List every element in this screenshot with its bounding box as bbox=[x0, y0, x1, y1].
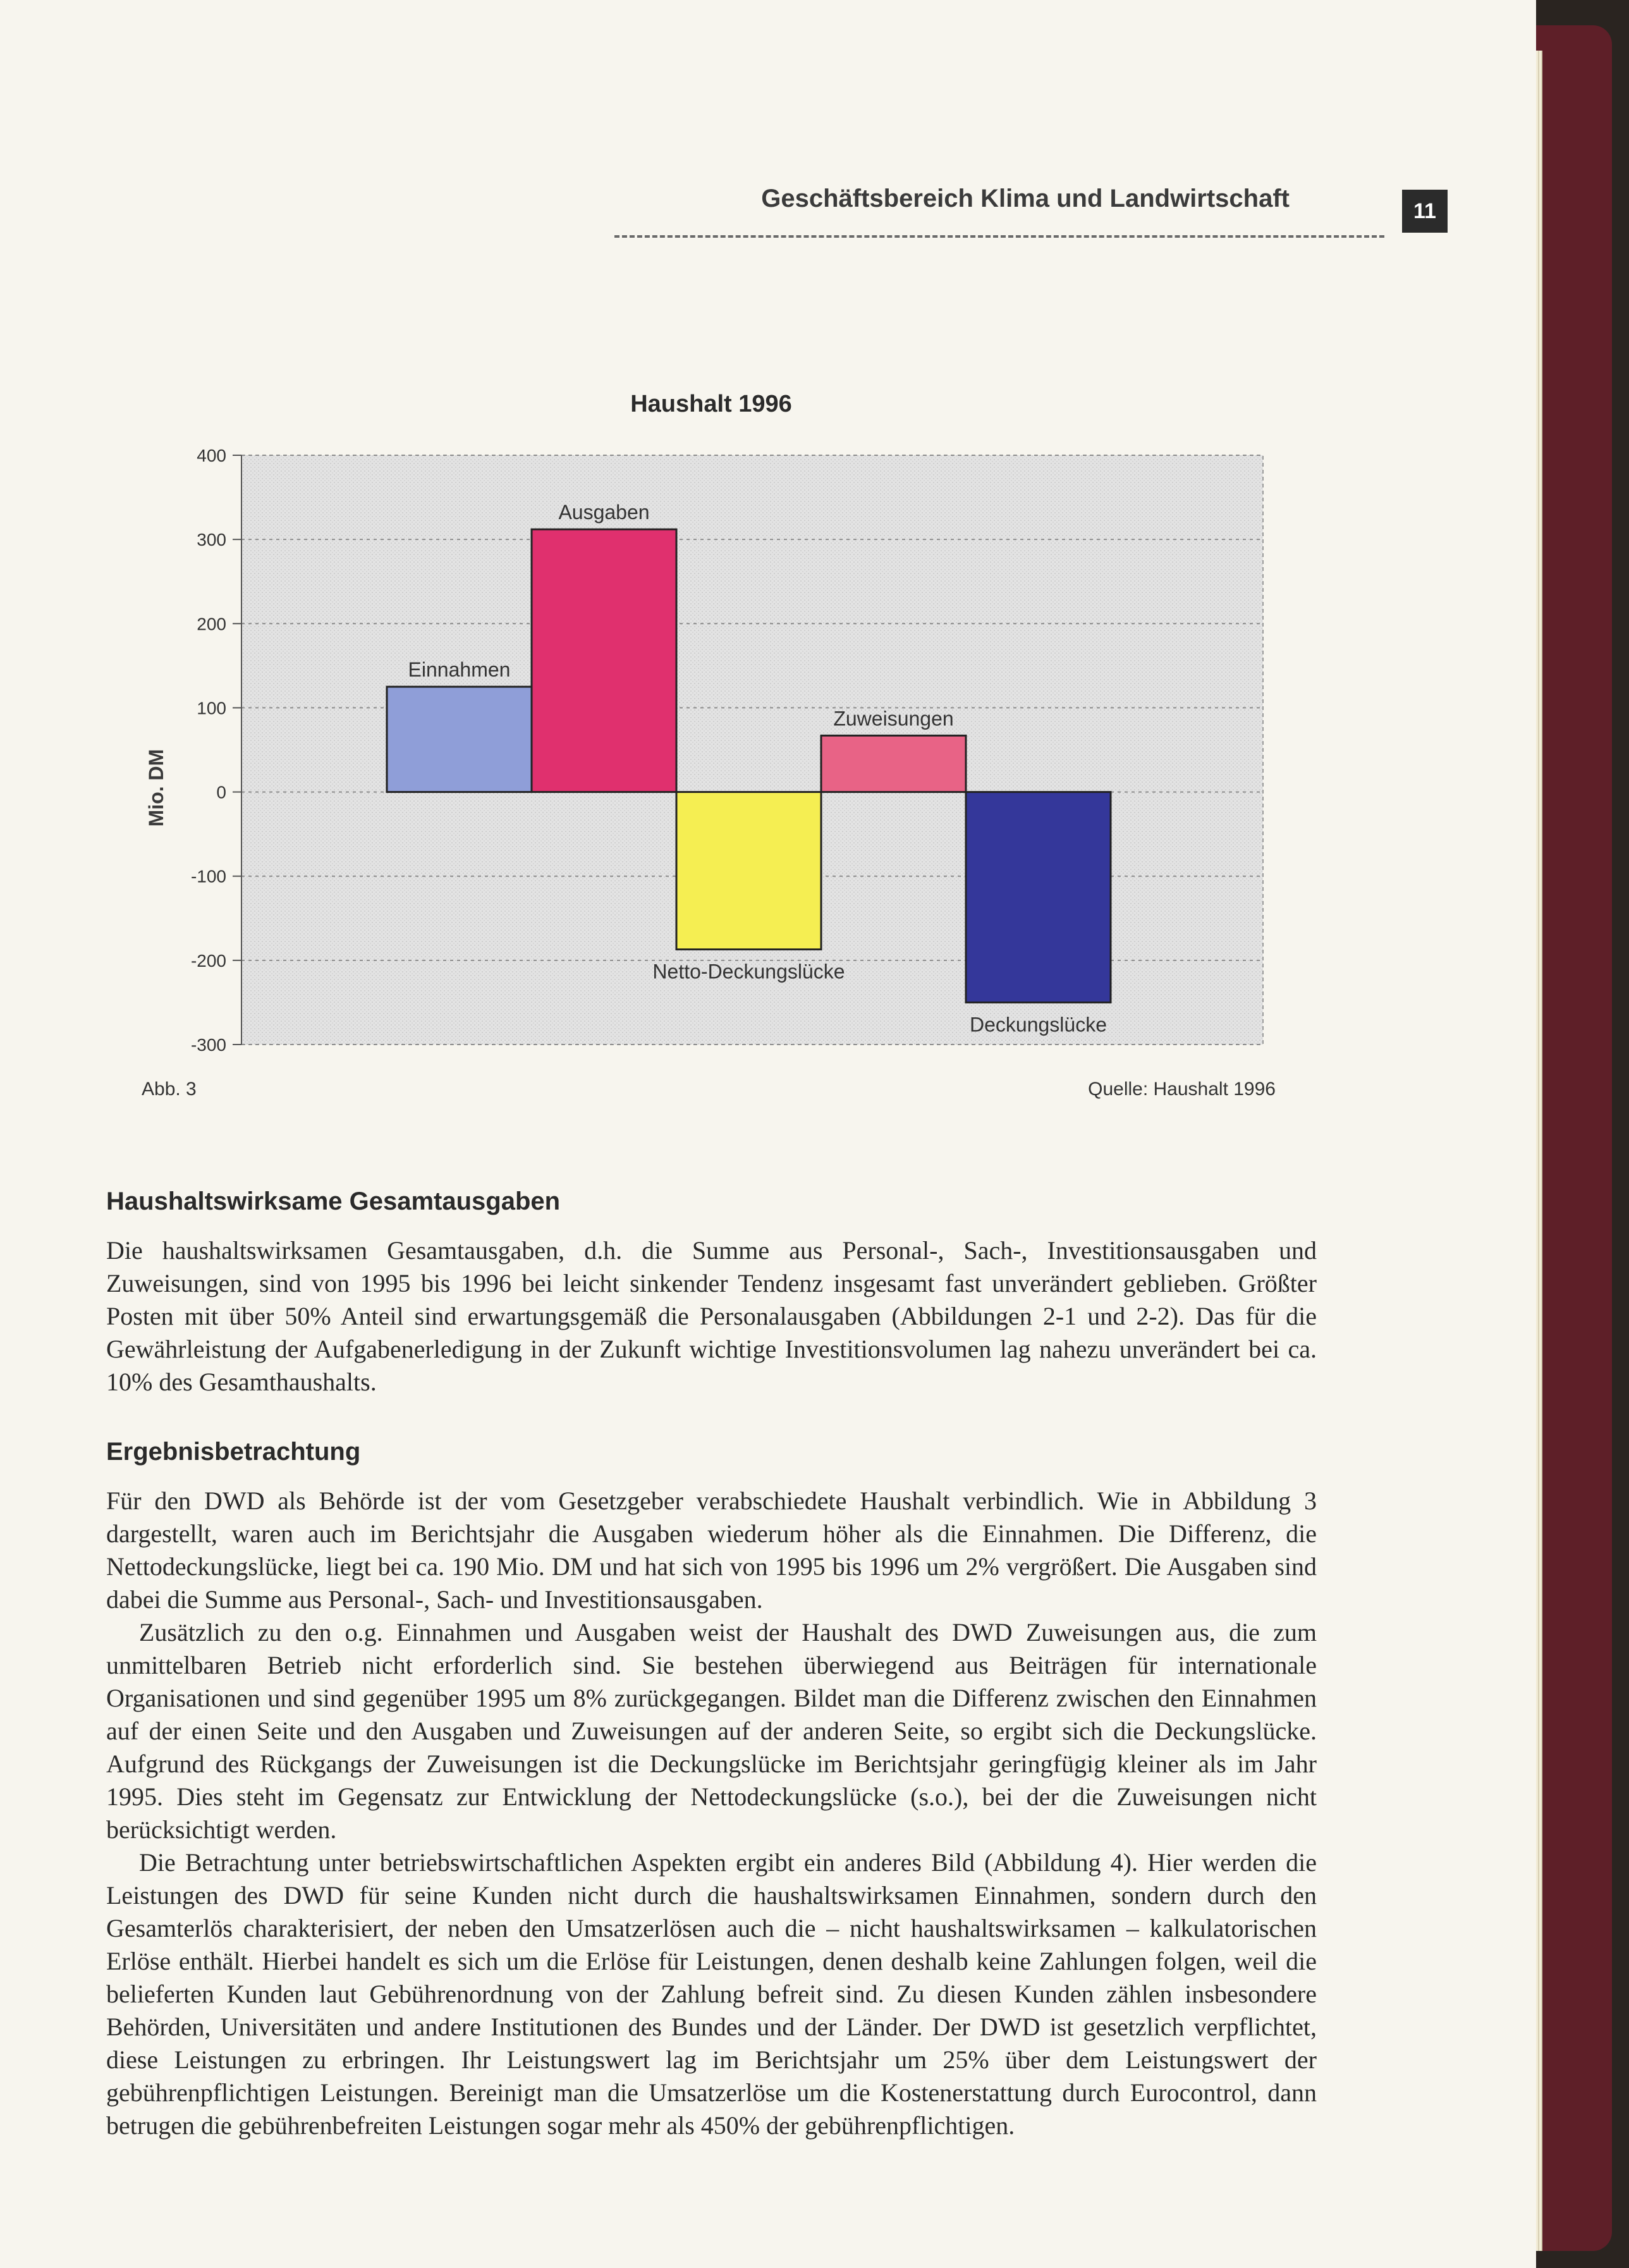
y-tick-label: -300 bbox=[190, 1035, 226, 1055]
y-tick-label: -100 bbox=[190, 866, 226, 886]
paragraph: Zusätzlich zu den o.g. Einnahmen und Ausgaben weist der Haushalt des DWD Zuweisungen aus, die zum unmittelbaren Betrieb nicht erforderlich sind. Sie bestehen überwiegend aus Beiträgen für internationale Organisationen und sind gegenüber 1995 um 8% zurückgegangen. Bildet man die Differenz zwischen den Einnahmen auf der einen Seite und den Ausgaben und Zuweisungen auf der anderen Seite, so ergibt sich die Deckungslücke. Aufgrund des Rückgangs der Zuweisungen ist die Deckungslücke im Berichtsjahr geringfügig kleiner als im Jahr 1995. Dies steht im Gegensatz zur Entwicklung der Nettodeckungslücke (s.o.), bei der die Zuweisungen nicht berücksichtigt werden. bbox=[106, 1618, 1317, 1844]
bar-label: Einnahmen bbox=[408, 658, 511, 682]
figure-source: Quelle: Haushalt 1996 bbox=[1088, 1079, 1276, 1100]
y-axis-label: Mio. DM bbox=[145, 749, 168, 827]
bar-zuweisungen bbox=[821, 735, 966, 792]
paragraph: Die Betrachtung unter betriebswirtschaftlichen Aspekten ergibt ein anderes Bild (Abbildung 4). Hier werden die Leistungen des DWD für seine Kunden nicht durch die haushaltswirksamen Einnahmen, sondern durch den Gesamterlös charakterisiert, der neben den Umsatzerlösen auch die – nicht haushaltswirksamen – kalkulatorischen Erlöse enthält. Hierbei handelt es sich um die Erlöse für Leistungen, denen deshalb keine Zahlungen folgen, weil die belieferten Kunden laut Gebührenordnung von der Zahlung befreit sind. Zu diesen Kunden zählen insbesondere Behörden, Universitäten und andere Institutionen des Bundes und der Länder. Der DWD ist gesetzlich verpflichtet, diese Leistungen zu erbringen. Ihr Leistungswert lag im Berichtsjahr um 25% über dem Leistungswert der gebührenpflichtigen Leistungen. Bereinigt man die Umsatzerlöse um die Kostenerstattung durch Eurocontrol, dann betrugen die gebührenbefreiten Leistungen sogar mehr als 450% der gebührenpflichtigen. bbox=[106, 1848, 1317, 2140]
bar-label: Netto-Deckungslücke bbox=[652, 960, 845, 983]
bar-chart bbox=[0, 0, 1536, 1075]
y-tick-label: 200 bbox=[197, 614, 226, 634]
bar-ausgaben bbox=[532, 529, 676, 792]
section-heading-1: Haushaltswirksame Gesamtausgaben bbox=[106, 1187, 561, 1215]
bar-deckungsl-cke bbox=[966, 792, 1111, 1003]
page-number: 11 bbox=[1402, 190, 1448, 233]
y-tick-label: 100 bbox=[197, 698, 226, 718]
section-body-2 bbox=[106, 1485, 1317, 2142]
bar-label: Ausgaben bbox=[558, 501, 650, 524]
running-header: Geschäftsbereich Klima und Landwirtschaft bbox=[761, 185, 1290, 212]
chart-title: Haushalt 1996 bbox=[630, 391, 792, 417]
y-tick-label: 0 bbox=[216, 782, 226, 802]
section-body-1 bbox=[106, 1234, 1317, 1399]
y-tick-label: 400 bbox=[197, 446, 226, 465]
paragraph: Für den DWD als Behörde ist der vom Gesetzgeber verabschiedete Haushalt verbindlich. Wie in Abbildung 3 dargestellt, waren auch im Berichtsjahr die Ausgaben wiederum höher als die Einnahmen. Die Differenz, die Nettodeckungslücke, liegt bei ca. 190 Mio. DM und hat sich von 1995 bis 1996 um 2% vergrößert. Die Ausgaben sind dabei die Summe aus Personal-, Sach- und Investitionsausgaben. bbox=[106, 1486, 1317, 1614]
bar-label: Deckungslücke bbox=[970, 1013, 1107, 1036]
bar-label: Zuweisungen bbox=[833, 707, 954, 730]
bar-einnahmen bbox=[387, 687, 532, 792]
y-tick-label: 300 bbox=[197, 530, 226, 550]
section-heading-2: Ergebnisbetrachtung bbox=[106, 1438, 361, 1466]
paragraph: Die haushaltswirksamen Gesamtausgaben, d.h. die Summe aus Personal-, Sach-, Investitionsausgaben und Zuweisungen, sind von 1995 bis 1996 bei leicht sinkender Tendenz insgesamt fast unverändert geblieben. Größter Posten mit über 50% Anteil sind erwartungsgemäß die Personalausgaben (Abbildungen 2-1 und 2-2). Das für die Gewährleistung der Aufgabenerledigung in der Zukunft wichtige Investitionsvolumen lag nahezu unverändert bei ca. 10% des Gesamthaushalts. bbox=[106, 1236, 1317, 1396]
figure-number: Abb. 3 bbox=[142, 1079, 197, 1100]
bar-netto-deckungsl-cke bbox=[676, 792, 821, 950]
y-tick-label: -200 bbox=[190, 950, 226, 971]
